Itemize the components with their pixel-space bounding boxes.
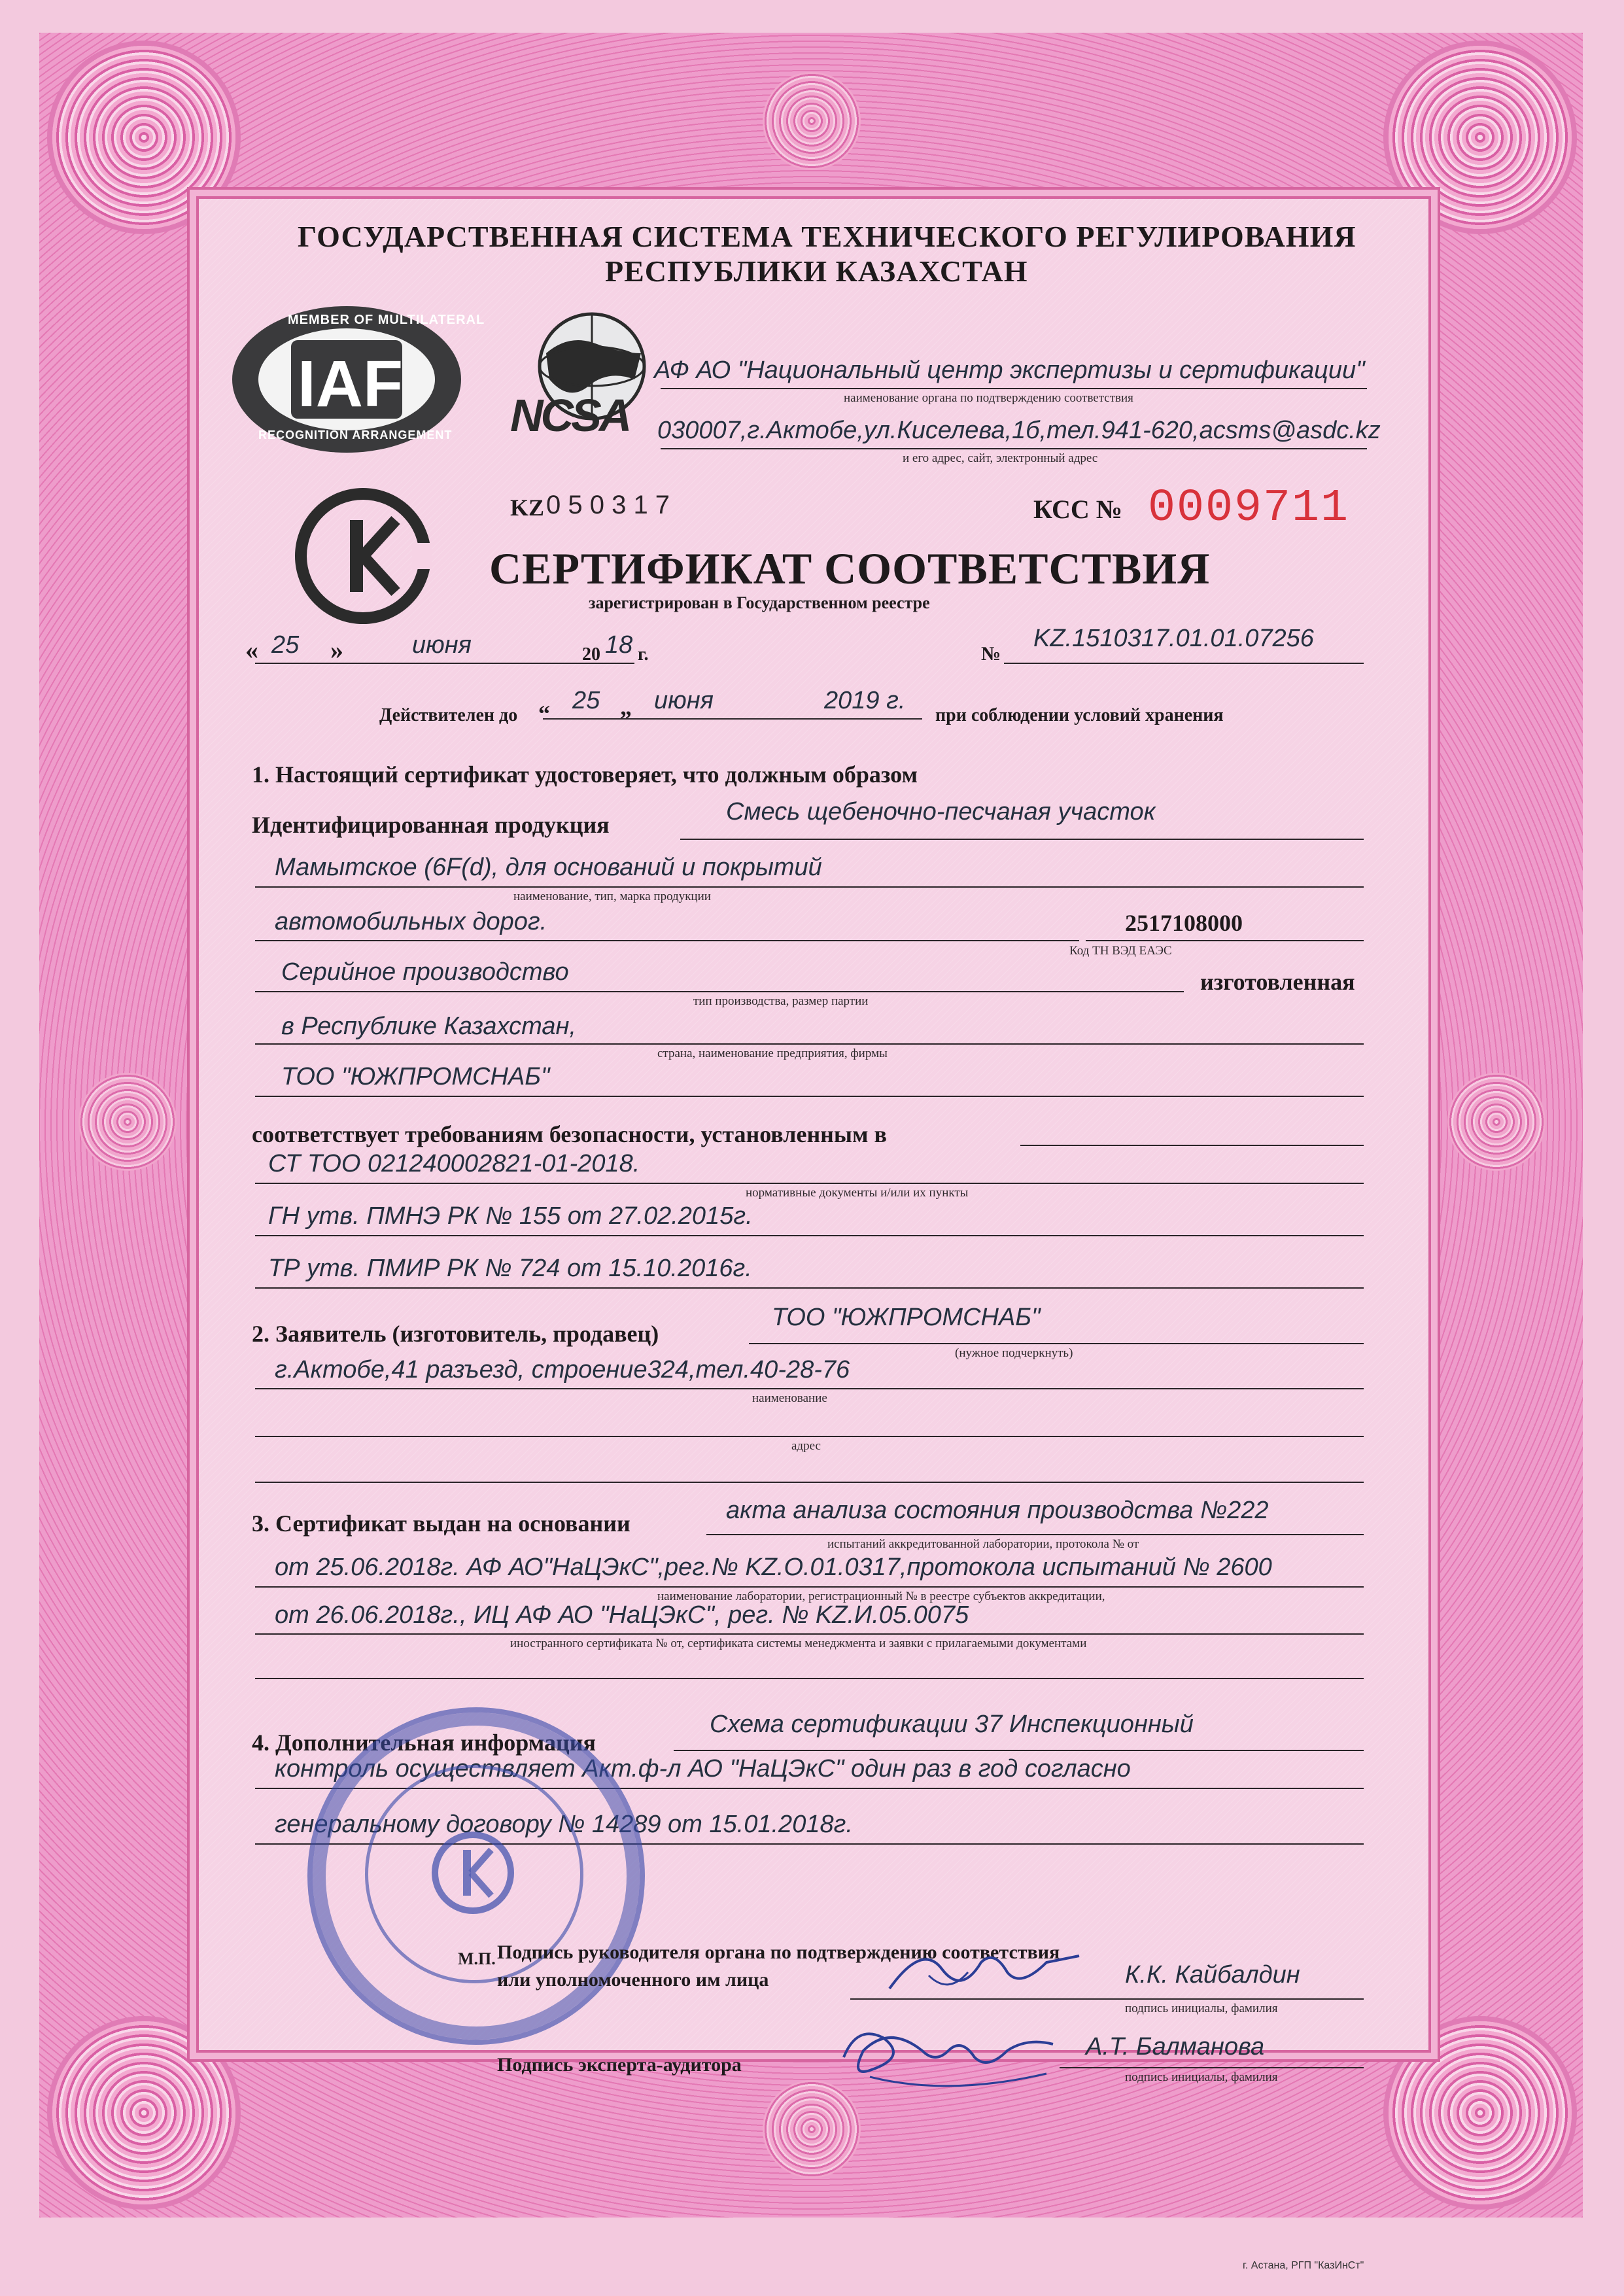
kz-prefix: KZ <box>510 495 545 521</box>
standard-doc-caption: нормативные документы и/или их пункты <box>746 1186 969 1200</box>
date-day: 25 <box>271 631 300 659</box>
basis-extra-rule <box>255 1678 1364 1679</box>
basis-line-2: от 25.06.2018г. АФ АО"НаЦЭкС",рег.№ KZ.О.01.0317,протокола испытаний № 2600 <box>275 1554 1272 1581</box>
body-org-name-line <box>661 388 1367 389</box>
kz-number: 0 5 0 3 1 7 <box>546 491 670 519</box>
iaf-top-text: MEMBER OF MULTILATERAL <box>288 313 485 327</box>
valid-until-label: Действителен до <box>379 705 518 725</box>
country-caption: страна, наименование предприятия, фирмы <box>657 1047 888 1060</box>
standard-doc-3: ТР утв. ПМИР РК № 724 от 15.10.2016г. <box>268 1255 752 1282</box>
head-signature <box>883 1936 1099 2002</box>
standard-doc-1: СТ ТОО 021240002821-01-2018. <box>268 1150 640 1177</box>
standard-doc-3-rule <box>255 1287 1364 1289</box>
expert-signature-label: Подпись эксперта-аудитора <box>497 2054 742 2076</box>
additional-info-line-1: Схема сертификации 37 Инспекционный <box>710 1711 1194 1738</box>
certificate-subtitle: зарегистрирован в Государственном реестре <box>589 593 930 612</box>
production-rule <box>255 991 1184 992</box>
additional-info-line-2: контроль осуществляет Акт.ф-л АО "НаЦЭкС" один раз в год согласно <box>275 1755 1131 1783</box>
body-org-address-caption: и его адрес, сайт, электронный адрес <box>903 451 1098 465</box>
hs-code: 2517108000 <box>1125 910 1243 936</box>
basis-line-1: акта анализа состояния производства №222 <box>726 1497 1269 1524</box>
head-signature-label-1: Подпись руководителя органа по подтверждению соответствия <box>497 1941 1060 1963</box>
product-line-1: Смесь щебеночно-песчаная участок <box>726 798 1156 826</box>
complies-rule <box>1020 1145 1364 1146</box>
head-name: К.К. Кайбалдин <box>1125 1961 1300 1989</box>
basis-caption-2: наименование лаборатории, регистрационный № в реестре субъектов аккредитации, <box>657 1590 1105 1603</box>
applicant-name: ТОО "ЮЖПРОМСНАБ" <box>772 1304 1041 1331</box>
applicant-rule <box>749 1343 1364 1344</box>
standard-doc-2-rule <box>255 1235 1364 1236</box>
basis-line-3: от 26.06.2018г., ИЦ АФ АО "НаЦЭкС", рег. № KZ.И.05.0075 <box>275 1601 969 1629</box>
iaf-main-text: IAF <box>298 347 404 421</box>
product-caption: наименование, тип, марка продукции <box>513 890 711 903</box>
hs-code-caption: Код ТН ВЭД ЕАЭС <box>1069 944 1172 958</box>
basis-line-2-rule <box>255 1586 1364 1588</box>
date-open-quote: « <box>245 635 258 665</box>
reg-number-label: № <box>981 643 1001 665</box>
valid-year: 2019 г. <box>824 687 906 714</box>
product-line-1-rule <box>680 839 1364 840</box>
certificate-title: СЕРТИФИКАТ СООТВЕТСТВИЯ <box>489 544 1211 593</box>
product-line-3: автомобильных дорог. <box>275 908 547 935</box>
date-line <box>255 663 634 664</box>
head-signature-rule <box>850 1998 1364 2000</box>
country-rule <box>255 1043 1364 1045</box>
body-org-name: АФ АО "Национальный центр экспертизы и сертификации" <box>654 357 1365 384</box>
manufacturer-rule <box>255 1096 1364 1097</box>
basis-line-3-rule <box>255 1633 1364 1635</box>
production-type: Серийное производство <box>281 958 569 986</box>
date-year-suffix: 18 <box>605 631 633 659</box>
valid-condition: при соблюдении условий хранения <box>935 705 1224 725</box>
section1-heading: 1. Настоящий сертификат удостоверяет, что должным образом <box>252 761 918 788</box>
body-org-address: 030007,г.Актобе,ул.Киселева,1б,тел.941-620,acsms@asdc.kz <box>657 417 1381 444</box>
additional-info-line-1-rule <box>674 1750 1364 1751</box>
applicant-name-caption: наименование <box>752 1391 827 1405</box>
side-rosette-left <box>78 1073 177 1171</box>
conformity-mark-kct <box>291 481 435 631</box>
product-line-2-rule <box>255 886 1364 888</box>
ncsa-text: NCSA <box>510 390 630 441</box>
date-year-prefix: 20 <box>582 644 600 665</box>
valid-open-quote: “ <box>538 701 550 727</box>
product-label: Идентифицированная продукция <box>252 812 610 838</box>
header-line-2: РЕСПУБЛИКИ КАЗАХСТАН <box>605 254 1028 288</box>
date-close-quote: » <box>330 635 343 665</box>
state-reg-number: KZ.1510317.01.01.07256 <box>1033 625 1314 652</box>
date-year-unit: г. <box>638 644 649 665</box>
printer-imprint: г. Астана, РГП "КазИнСт" <box>1243 2260 1364 2271</box>
date-month: июня <box>412 631 472 659</box>
product-line-3-rule <box>255 940 1079 941</box>
standard-doc-2: ГН утв. ПМНЭ РК № 155 от 27.02.2015г. <box>268 1202 753 1230</box>
head-signature-label-2: или уполномоченного им лица <box>497 1969 769 1991</box>
production-caption: тип производства, размер партии <box>693 994 869 1008</box>
basis-caption-3: иностранного сертификата № от, сертификата системы менеджмента и заявки с прилагаемыми документами <box>510 1637 1087 1650</box>
kcc-label: КСС № <box>1033 495 1122 524</box>
section4-heading: 4. Дополнительная информация <box>252 1730 596 1756</box>
section2-heading: 2. Заявитель (изготовитель, продавец) <box>252 1321 659 1347</box>
additional-info-line-3: генеральному договору № 14289 от 15.01.2018г. <box>275 1811 853 1838</box>
complies-label: соответствует требованиям безопасности, установленным в <box>252 1121 887 1147</box>
reg-number-line <box>1004 663 1364 664</box>
section3-heading: 3. Сертификат выдан на основании <box>252 1510 631 1537</box>
basis-caption-1: испытаний аккредитованной лаборатории, протокола № от <box>827 1537 1139 1551</box>
seal-kct-mark <box>427 1824 519 1922</box>
head-initials-caption: подпись инициалы, фамилия <box>1125 2002 1278 2015</box>
expert-initials-caption: подпись инициалы, фамилия <box>1125 2070 1278 2084</box>
valid-month: июня <box>654 687 714 714</box>
valid-day: 25 <box>572 687 600 714</box>
expert-name: А.Т. Балманова <box>1086 2033 1265 2061</box>
applicant-extra-rule <box>255 1436 1364 1437</box>
hs-code-rule <box>1086 940 1364 941</box>
header-line-1: ГОСУДАРСТВЕННАЯ СИСТЕМА ТЕХНИЧЕСКОГО РЕГУЛИРОВАНИЯ <box>298 220 1356 253</box>
expert-signature-rule <box>1060 2067 1364 2068</box>
official-seal-stamp <box>307 1707 645 2045</box>
expert-signature <box>831 2011 1066 2096</box>
stamp-place-mark: М.П. <box>458 1949 496 1968</box>
made-label: изготовленная <box>1200 969 1355 995</box>
product-line-2: Мамытское (6F(d), для оснований и покрытий <box>275 854 822 881</box>
manufacturer: ТОО "ЮЖПРОМСНАБ" <box>281 1063 550 1090</box>
standard-doc-1-rule <box>255 1183 1364 1184</box>
valid-close-quote: „ <box>620 694 632 720</box>
applicant-address-caption: адрес <box>791 1439 821 1453</box>
underline-caption: (нужное подчеркнуть) <box>955 1346 1073 1360</box>
applicant-address-rule <box>255 1388 1364 1389</box>
side-rosette-right <box>1447 1073 1546 1171</box>
country: в Республике Казахстан, <box>281 1013 576 1040</box>
valid-line <box>543 718 922 720</box>
body-org-name-caption: наименование органа по подтверждению соответствия <box>844 391 1133 405</box>
iaf-bottom-text: RECOGNITION ARRANGEMENT <box>258 428 453 442</box>
applicant-address: г.Актобе,41 разъезд, строение324,тел.40-28-76 <box>275 1356 850 1383</box>
basis-line-1-rule <box>706 1534 1364 1535</box>
kcc-serial-number: 0009711 <box>1148 483 1350 534</box>
applicant-extra-rule-2 <box>255 1482 1364 1483</box>
side-rosette-top <box>763 72 861 170</box>
body-org-address-line <box>661 448 1367 449</box>
